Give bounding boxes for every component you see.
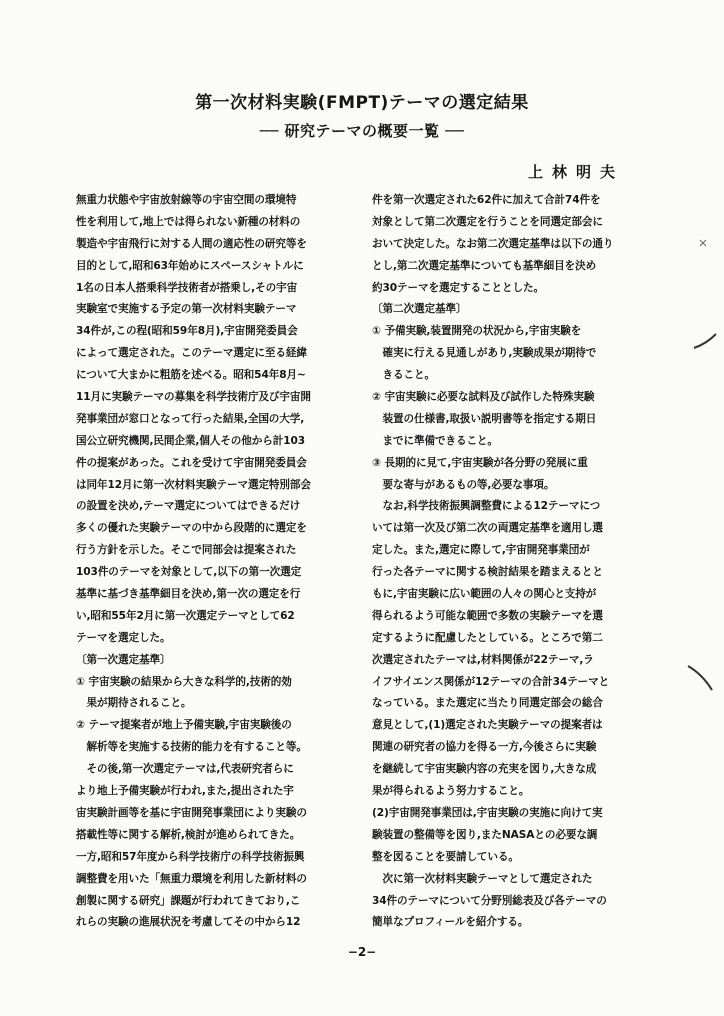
scan-mark-top [690,330,720,360]
text-line: ② テーマ提案者が地上予備実験,宇宙実験後の [76,719,292,732]
text-line: 得られるよう可能な範囲で多数の実験テーマを選 [372,609,603,622]
text-line: 確実に行える見通しがあり,実験成果が期待で [372,347,597,360]
text-line: おいて決定した。なお第二次選定基準は以下の通り [372,237,614,250]
text-line: 件の提案があった。これを受けて宇宙開発委員会 [76,456,307,469]
text-line: れらの実験の進展状況を考慮してその中から12 [76,916,301,929]
text-line: (2)宇宙開発事業団は,宇宙実験の実施に向けて実 [372,806,603,819]
text-line: 要な寄与があるもの等,必要な事項。 [372,478,555,491]
text-line: 国公立研究機関,民間企業,個人その他から計103 [76,434,306,447]
text-line: 〔第一次選定基準〕 [76,653,171,666]
text-line: 次に第一次材料実験テーマとして選定された [372,872,593,885]
text-line: なお,科学技術振興調整費による12テーマにつ [372,500,601,513]
text-line: までに準備できること。 [372,434,498,447]
text-line: 次選定されたテーマは,材料関係が22テーマ,ラ [372,653,594,666]
text-line: について大まかに粗筋を述べる。昭和54年8月~ [76,369,306,382]
text-line: 創製に関する研究」課題が行われてきており,こ [76,894,301,907]
text-line: 装置の仕様書,取扱い説明書等を指定する期日 [372,412,597,425]
text-line: とし,第二次選定基準についても基準細目を決め [372,259,597,272]
text-line: 約30テーマを選定することとした。 [372,281,544,294]
text-line: 性を利用して,地上では得られない新種の材料の [76,215,301,228]
text-line: 基準に基づき基準細目を決め,第一次の選定を行 [76,588,301,601]
text-line: ① 予備実験,装置開発の状況から,宇宙実験を [372,325,582,338]
text-line: 解析等を実施する技術的能力を有すること等。 [76,741,307,754]
scan-mark-bottom [684,660,718,700]
text-line: 定するように配慮したとしている。ところで第二 [372,631,603,644]
text-line: 34件のテーマについて分野別総表及び各テーマの [372,894,607,907]
text-line: 搭載性等に関する解析,検討が進められてきた。 [76,828,301,841]
text-line: い,昭和55年2月に第一次選定テーマとして62 [76,609,295,622]
page-subtitle: ── 研究テーマの概要一覧 ── [259,122,465,140]
text-line: 製造や宇宙飛行に対する人間の適応性の研究等を [76,237,307,250]
text-line: きること。 [372,369,435,382]
text-line: なっている。また選定に当たり同選定部会の総合 [372,697,603,710]
text-line: 行う方針を示した。そこで同部会は提案された [76,544,297,557]
text-line: 意見として,(1)選定された実験テーマの提案者は [372,719,603,732]
text-line: 〔第二次選定基準〕 [372,303,467,316]
text-line: 対象として第二次選定を行うことを同選定部会に [372,215,603,228]
page-number: −2− [347,945,377,959]
text-line: 簡単なプロフィールを紹介する。 [372,916,529,929]
text-line: 実験室で実施する予定の第一次材料実験テーマ [76,303,297,316]
text-line: 目的として,昭和63年始めにスペースシャトルに [76,259,304,272]
text-line: ③ 長期的に見て,宇宙実験が各分野の発展に重 [372,456,588,469]
text-line: ② 宇宙実験に必要な試料及び試作した特殊実験 [372,391,595,404]
text-line: その後,第一次選定テーマは,代表研究者らに [76,763,294,776]
text-line: は同年12月に第一次材料実験テーマ選定特別部会 [76,478,311,491]
text-line: もに,宇宙実験に広い範囲の人々の関心と支持が [372,588,597,601]
text-line: 関連の研究者の協力を得る一方,今後さらに実験 [372,741,597,754]
scan-dot [698,238,710,250]
text-line: 行った各テーマに関する検討結果を踏まえるとと [372,566,603,579]
text-line: 34件が,この程(昭和59年8月),宇宙開発委員会 [76,325,298,338]
text-line: ① 宇宙実験の結果から大きな科学的,技術的効 [76,675,292,688]
page-title: 第一次材料実験(FMPT)テーマの選定結果 [195,93,529,113]
text-line: 定した。また,選定に際して,宇宙開発事業団が [372,544,590,557]
right-text-column [372,190,662,934]
text-line: を継続して宇宙実験内容の充実を図り,大きな成 [372,763,597,776]
text-line: 発事業団が窓口となって行った結果,全国の大学, [76,412,305,425]
text-line: によって選定された。このテーマ選定に至る経緯 [76,347,307,360]
text-line: 験装置の整備等を図り,またNASAとの必要な調 [372,828,598,841]
text-line: 件を第一次選定された62件に加えて合計74件を [372,194,601,206]
text-line: の設置を決め,テーマ選定についてはできるだけ [76,500,301,513]
text-line: 果が期待されること。 [76,697,192,710]
author-name: 上林明夫 [528,163,625,181]
text-line: 多くの優れた実験テーマの中から段階的に選定を [76,522,307,535]
text-line: テーマを選定した。 [76,631,171,644]
text-line: 宙実験計画等を基に宇宙開発事業団により実験の [76,806,307,819]
text-line: イフサイエンス関係が12テーマの合計34テーマと [372,675,610,688]
text-line: 整を図ることを要請している。 [372,850,519,863]
text-line: 無重力状態や宇宙放射線等の宇宙空間の環境特 [76,194,297,206]
text-line: 11月に実験テーマの募集を科学技術庁及び宇宙開 [76,391,311,404]
text-line: 1名の日本人搭乗科学技術者が搭乗し,その宇宙 [76,281,298,294]
text-line: いては第一次及び第二次の両選定基準を適用し選 [372,522,603,535]
text-line: より地上予備実験が行われ,また,提出された宇 [76,785,294,798]
text-line: 果が得られるよう努力すること。 [372,785,530,798]
text-line: 一方,昭和57年度から科学技術庁の科学技術振興 [76,850,305,863]
left-text-column [76,190,358,934]
text-line: 103件のテーマを対象として,以下の第一次選定 [76,566,302,579]
text-line: 調整費を用いた「無重力環境を利用した新材料の [76,872,307,885]
